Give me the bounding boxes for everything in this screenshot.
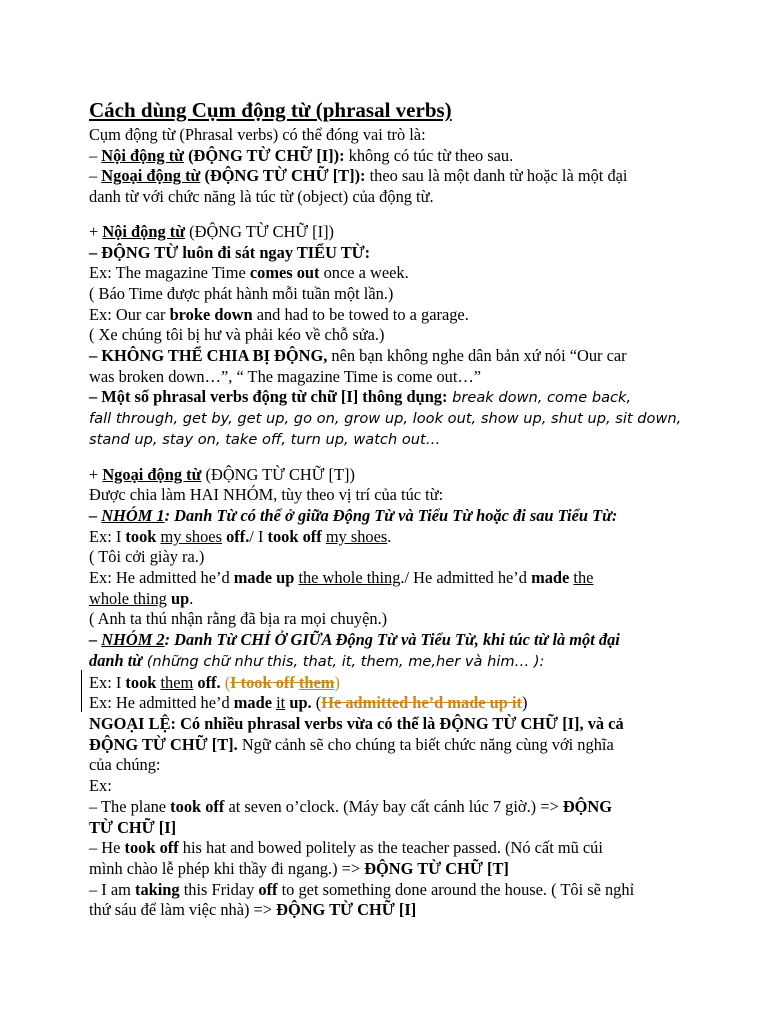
split-text: Được chia làm HAI NHÓM, tùy theo vị trí của túc từ: — [89, 485, 444, 505]
ex-text: mình chào lễ phép khi thầy đi ngang.) => — [89, 858, 365, 878]
deleted-text: them — [298, 672, 335, 692]
example-line — [89, 838, 728, 859]
group-2-cont — [89, 651, 728, 673]
plus: + — [89, 221, 103, 241]
ex-text: at seven o’clock. (Máy bay cất cánh lúc 7 giờ.) => — [224, 796, 563, 816]
term-bold: (ĐỘNG TỪ CHỮ [T]): — [200, 166, 366, 186]
verb-type: ĐỘNG TỪ CHỮ [I] — [276, 900, 417, 920]
ex-object: the — [573, 568, 594, 588]
verb-type: ĐỘNG TỪ CHỮ [T] — [364, 858, 509, 878]
pronoun-list: (những chữ như this, that, it, them, me,her và him… ): — [142, 652, 545, 670]
ex-verb: made — [531, 568, 570, 588]
example-line — [89, 673, 728, 694]
intro-text: Cụm động từ (Phrasal verbs) có thể đóng vai trò là: — [89, 125, 426, 144]
group-label: NHÓM 1 — [101, 505, 165, 525]
ex-text: ./ He admitted he’d — [400, 568, 532, 588]
ex-verb: took off — [267, 526, 322, 546]
passive-bold: – KHÔNG THỂ CHIA BỊ ĐỘNG, — [89, 346, 328, 366]
ex-text: and had to be towed to a garage. — [252, 304, 469, 324]
verb-list: stand up, stay on, take off, turn up, watch out… — [89, 430, 441, 448]
ex-text: once a week. — [319, 263, 409, 283]
ex-text: Ex: Our car — [89, 304, 170, 324]
intro-cont: danh từ với chức năng là túc từ (object) của động từ. — [89, 187, 434, 207]
ex-object: my shoes — [325, 526, 388, 546]
ex-object: my shoes — [160, 526, 222, 546]
ex-text: / I — [249, 526, 268, 546]
revision-change-bar — [81, 670, 82, 712]
heading-label: Ngoại động từ — [102, 464, 202, 484]
spacer — [89, 451, 728, 465]
ex-text: – The plane — [89, 796, 171, 816]
exception-line — [89, 735, 728, 756]
ex-verb: made — [233, 693, 272, 713]
heading-rest: (ĐỘNG TỪ CHỮ [I]) — [185, 221, 334, 241]
ex-text: thứ sáu để làm việc nhà) => — [89, 900, 277, 920]
ex-text: ( — [311, 693, 322, 713]
ex-text: – I am — [89, 879, 135, 899]
passive-cont: was broken down…”, “ The magazine Time is come out…” — [89, 366, 482, 386]
example-line — [89, 527, 728, 548]
ex-object: them — [160, 672, 194, 692]
example-cont — [89, 900, 728, 921]
translation-line: ( Xe chúng tôi bị hư và phải kéo về chỗ sửa.) — [89, 325, 385, 345]
verb-type: ĐỘNG — [562, 796, 613, 816]
ex-text: ) — [334, 672, 340, 692]
term-label: Nội động từ — [101, 145, 184, 165]
exception-line: Ex: — [89, 776, 112, 796]
example-cont — [89, 859, 728, 880]
ex-verb: took off — [124, 838, 179, 858]
ex-verb: took — [125, 526, 157, 546]
ex-particle: off. — [226, 526, 250, 546]
verb-type: TỪ CHỮ [I] — [89, 817, 177, 837]
group-desc: : Danh Từ có thể ở giữa Động Từ và Tiểu Từ hoặc đi sau Tiểu Từ: — [164, 505, 618, 525]
heading-rest: (ĐỘNG TỪ CHỮ [T]) — [201, 464, 355, 484]
example-line — [89, 693, 728, 714]
ex-text: Ex: I — [89, 672, 126, 692]
group-label: NHÓM 2 — [101, 630, 165, 650]
ex-text: this Friday — [179, 879, 259, 899]
ex-particle: off. — [197, 672, 221, 692]
passive-rest: nên bạn không nghe dân bản xứ nói “Our car — [327, 346, 627, 366]
exception-bold: ĐỘNG TỪ CHỮ [T]. — [89, 734, 238, 754]
intro-item-transitive — [89, 166, 728, 187]
dash: – — [89, 145, 102, 165]
section-heading-intransitive — [89, 222, 728, 243]
heading-label: Nội động từ — [102, 221, 186, 241]
ex-verb: comes out — [249, 263, 320, 283]
ex-verb: made up — [233, 568, 295, 588]
ex-verb: taking — [134, 879, 180, 899]
translation-line: ( Tôi cởi giày ra.) — [89, 547, 205, 567]
dash: – — [89, 505, 102, 525]
ex-text: to get something done around the house. ( Tôi sẽ nghỉ — [277, 879, 635, 899]
dash: – — [89, 630, 102, 650]
translation-line: ( Anh ta thú nhận rằng đã bịa ra mọi chuyện.) — [89, 609, 388, 629]
example-line — [89, 880, 728, 901]
intro-item-intransitive — [89, 146, 728, 167]
example-line — [89, 568, 728, 589]
ex-text: Ex: He admitted he’d — [89, 693, 234, 713]
group-2 — [89, 630, 728, 651]
example-line — [89, 797, 728, 818]
ex-text: Ex: I — [89, 526, 126, 546]
exception-line: của chúng: — [89, 755, 161, 775]
ex-text: ) — [522, 693, 528, 713]
ex-text: – He — [89, 838, 125, 858]
ex-text: his hat and bowed politely as the teacher passed. (Nó cất mũ cúi — [178, 838, 603, 858]
term-bold: (ĐỘNG TỪ CHỮ [I]): — [184, 145, 345, 165]
verb-list: fall through, get by, get up, go on, grow up, look out, show up, shut up, sit down, — [89, 410, 682, 428]
group-desc: : Danh Từ CHỈ Ở GIỮA Động Từ và Tiểu Từ, khi túc từ là một đại — [164, 630, 620, 650]
group-1 — [89, 506, 728, 527]
example-line — [89, 305, 728, 326]
ex-particle: off — [258, 879, 278, 899]
rule-line — [89, 243, 728, 264]
deleted-text: I took off — [230, 672, 299, 692]
example-cont — [89, 818, 728, 839]
ex-particle: up. — [289, 693, 312, 713]
ex-object: it — [276, 693, 286, 713]
verb-list: break down, come back, — [447, 389, 632, 407]
translation-line: ( Báo Time được phát hành mỗi tuần một lần.) — [89, 283, 394, 303]
exception-bold: NGOẠI LỆ: Có nhiều phrasal verbs vừa có thể là ĐỘNG TỪ CHỮ [I], và cả — [89, 713, 624, 733]
ex-text: . — [189, 588, 194, 608]
group-desc: danh từ — [89, 650, 143, 670]
ex-verb: took — [125, 672, 157, 692]
ex-text: Ex: He admitted he’d — [89, 568, 234, 588]
example-line — [89, 263, 728, 284]
deleted-text: He admitted he’d made up it — [321, 693, 523, 713]
example-cont — [89, 589, 728, 610]
term-label: Ngoại động từ — [101, 166, 201, 186]
term-desc: theo sau là một danh từ hoặc là một đại — [365, 166, 628, 186]
page-title: Cách dùng Cụm động từ (phrasal verbs) — [89, 98, 452, 122]
common-bold: – Một số phrasal verbs động từ chữ [I] thông dụng: — [89, 387, 448, 407]
ex-object: whole thing — [89, 588, 167, 608]
term-desc: không có túc từ theo sau. — [344, 145, 514, 165]
passive-note — [89, 346, 728, 367]
spacer — [89, 208, 728, 222]
rule-text: – ĐỘNG TỪ luôn đi sát ngay TIỂU TỪ: — [89, 242, 371, 262]
ex-verb: broke down — [169, 304, 253, 324]
exception-text: Ngữ cảnh sẽ cho chúng ta biết chức năng cùng với nghĩa — [237, 734, 614, 754]
ex-object: the whole thing — [298, 568, 401, 588]
ex-text: ( — [220, 672, 231, 692]
section-heading-transitive — [89, 465, 728, 486]
dash: – — [89, 166, 102, 186]
ex-text: Ex: The magazine Time — [89, 263, 250, 283]
plus: + — [89, 464, 103, 484]
common-verbs — [89, 387, 728, 409]
exception-heading — [89, 714, 728, 735]
ex-particle: up — [170, 588, 190, 608]
ex-verb: took off — [170, 796, 225, 816]
ex-text: . — [387, 526, 392, 546]
